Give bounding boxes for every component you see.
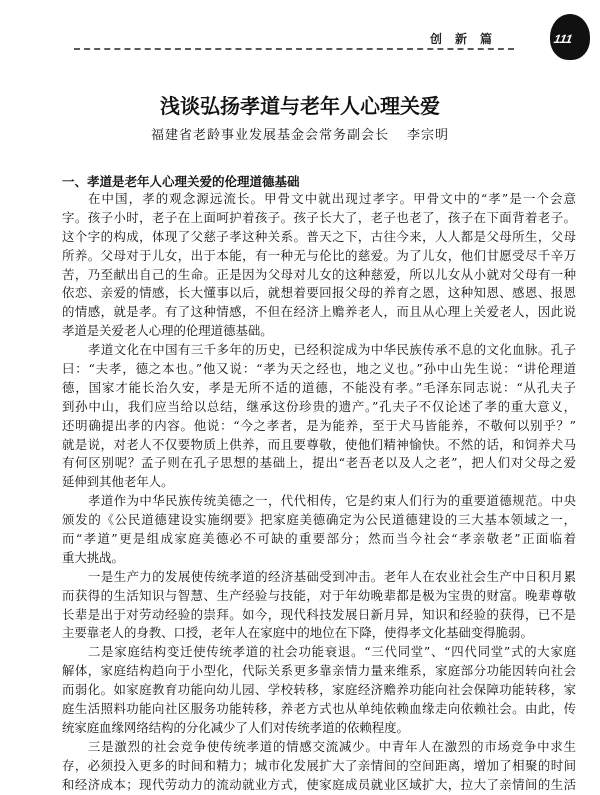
dove-logo-icon [550, 14, 590, 60]
text-line: 所养。父母对于儿女，出于本能，有一种无与伦比的慈爱。为了儿女，他们甘愿受尽千辛万 [62, 247, 576, 263]
text-line: 存，必须投入更多的时间和精力；城市化发展扩大了亲情间的空间距离，增加了相聚的时间 [62, 757, 576, 773]
page-number: 111 [552, 32, 574, 46]
text-line: 有何区别呢？孟子则在孔子思想的基础上，提出“老吾老以及人之老”，把人们对父母之爱 [62, 455, 576, 471]
text-line: 一是生产力的发展使传统孝道的经济基础受到冲击。老年人在农业社会生产中日积月累 [88, 568, 576, 584]
paragraph [62, 738, 576, 795]
text-line: 德，国家才能长治久安，孝是无所不适的道德，不能没有孝。”毛泽东同志说：“从孔夫子 [62, 379, 576, 395]
text-line: 而“孝道”更是组成家庭美德必不可缺的重要部分；然而当今社会“孝亲敬老”正面临着 [62, 531, 576, 547]
text-line: 就是说，对老人不仅要物质上供养，而且要尊敬，使他们精神愉快。不然的话，和饲养犬马 [62, 436, 576, 452]
text-line: 孝道作为中华民族传统美德之一，代代相传，它是约束人们行为的重要道德规范。中央 [88, 493, 576, 509]
text-line: 还明确提出孝的内容。他说：“今之孝者，是为能养，至于犬马皆能养，不敬何以别乎？” [62, 417, 576, 433]
text-line: 三是激烈的社会竞争使传统孝道的情感交流减少。中青年人在激烈的市场竞争中求生 [88, 738, 576, 754]
paragraph [62, 643, 576, 737]
author-name: 李宗明 [407, 128, 450, 143]
section-heading: 一、孝道是老年人心理关爱的伦理道德基础 [62, 174, 300, 189]
text-line: 和经济成本；现代劳动力的流动就业方式，使家庭成员就业区域扩大，拉大了亲情间的生活 [62, 776, 576, 792]
text-line: 苦，乃至献出自己的生命。正是因为父母对儿女的这种慈爱，所以儿女从小就对父母有一种 [62, 266, 576, 282]
paragraph [62, 190, 576, 341]
article-title: 浅谈弘扬孝道与老年人心理关爱 [160, 94, 440, 118]
paragraph [62, 492, 576, 568]
text-line: 而获得的生活知识与智慧、生产经验与技能，对于年幼晚辈都是极为宝贵的财富。晚辈尊敬 [62, 587, 576, 603]
text-line: 颁发的《公民道德建设实施纲要》把家庭美德确定为公民道德建设的三大基本领域之一， [62, 512, 576, 528]
text-line: 孝道文化在中国有三千多年的历史，已经积淀成为中华民族传承不息的文化血脉。孔子 [88, 342, 576, 358]
article-body [62, 190, 576, 795]
text-line: 这个字的构成，体现了父慈子孝这种关系。普天之下，古往今来，人人都是父母所生，父母 [62, 228, 576, 244]
paragraph [62, 341, 576, 492]
text-line: 而弱化。如家庭教育功能向幼儿园、学校转移，家庭经济赡养功能向社会保障功能转移，家 [62, 682, 576, 698]
text-line: 二是家庭结构变迁使传统孝道的社会功能衰退。“三代同堂”、“四代同堂”式的大家庭 [88, 644, 576, 660]
text-line: 的情感，就是孝。有了这种情感，不但在经济上赡养老人，而且从心理上关爱老人，因此说 [62, 304, 576, 320]
header-rule [74, 48, 514, 50]
text-line: 解体，家庭结构趋向于小型化，代际关系更多靠亲情力量来维系，家庭部分功能因转向社会 [62, 663, 576, 679]
text-line: 庭生活照料功能向社区服务功能转移，养老方式也从单纯依赖血缘走向依赖社会。由此，传 [62, 701, 576, 717]
text-line: 依恋、亲爱的情感，长大懂事以后，就想着要回报父母的养育之恩，这种知恩、感恩、报恩 [62, 285, 576, 301]
author-affiliation: 福建省老龄事业发展基金会常务副会长 [150, 128, 389, 143]
text-line: 主要靠老人的身教、口授，老年人在家庭中的地位在下降，使得孝文化基础变得脆弱。 [62, 625, 533, 641]
text-line: 曰：“夫孝，德之本也。”他又说：“孝为天之经也，地之义也。”孙中山先生说：“讲伦理道 [62, 361, 576, 377]
text-line: 到孙中山，我们应当给以总结，继承这份珍贵的遗产。”孔夫子不仅论述了孝的重大意义， [62, 398, 576, 414]
byline [0, 124, 600, 143]
text-line: 延伸到其他老年人。 [62, 474, 174, 490]
text-line: 孝道是关爱老人心理的伦理道德基础。 [62, 323, 273, 339]
section-label: 创新篇 [430, 32, 506, 46]
text-line: 字。孩子小时，老子在上面呵护着孩子。孩子长大了，老子也老了，孩子在下面背着老子。 [62, 209, 576, 225]
text-line: 统家庭血缘网络结构的分化减少了人们对传统孝道的依赖程度。 [62, 719, 409, 735]
text-line: 重大挑战。 [62, 549, 124, 565]
paragraph [62, 568, 576, 644]
text-line: 在中国，孝的观念源远流长。甲骨文中就出现过孝字。甲骨文中的“孝”是一个会意 [88, 191, 576, 206]
text-line: 长辈是出于对劳动经验的崇拜。如今，现代科技发展日新月异，知识和经验的获得，已不是 [62, 606, 576, 622]
